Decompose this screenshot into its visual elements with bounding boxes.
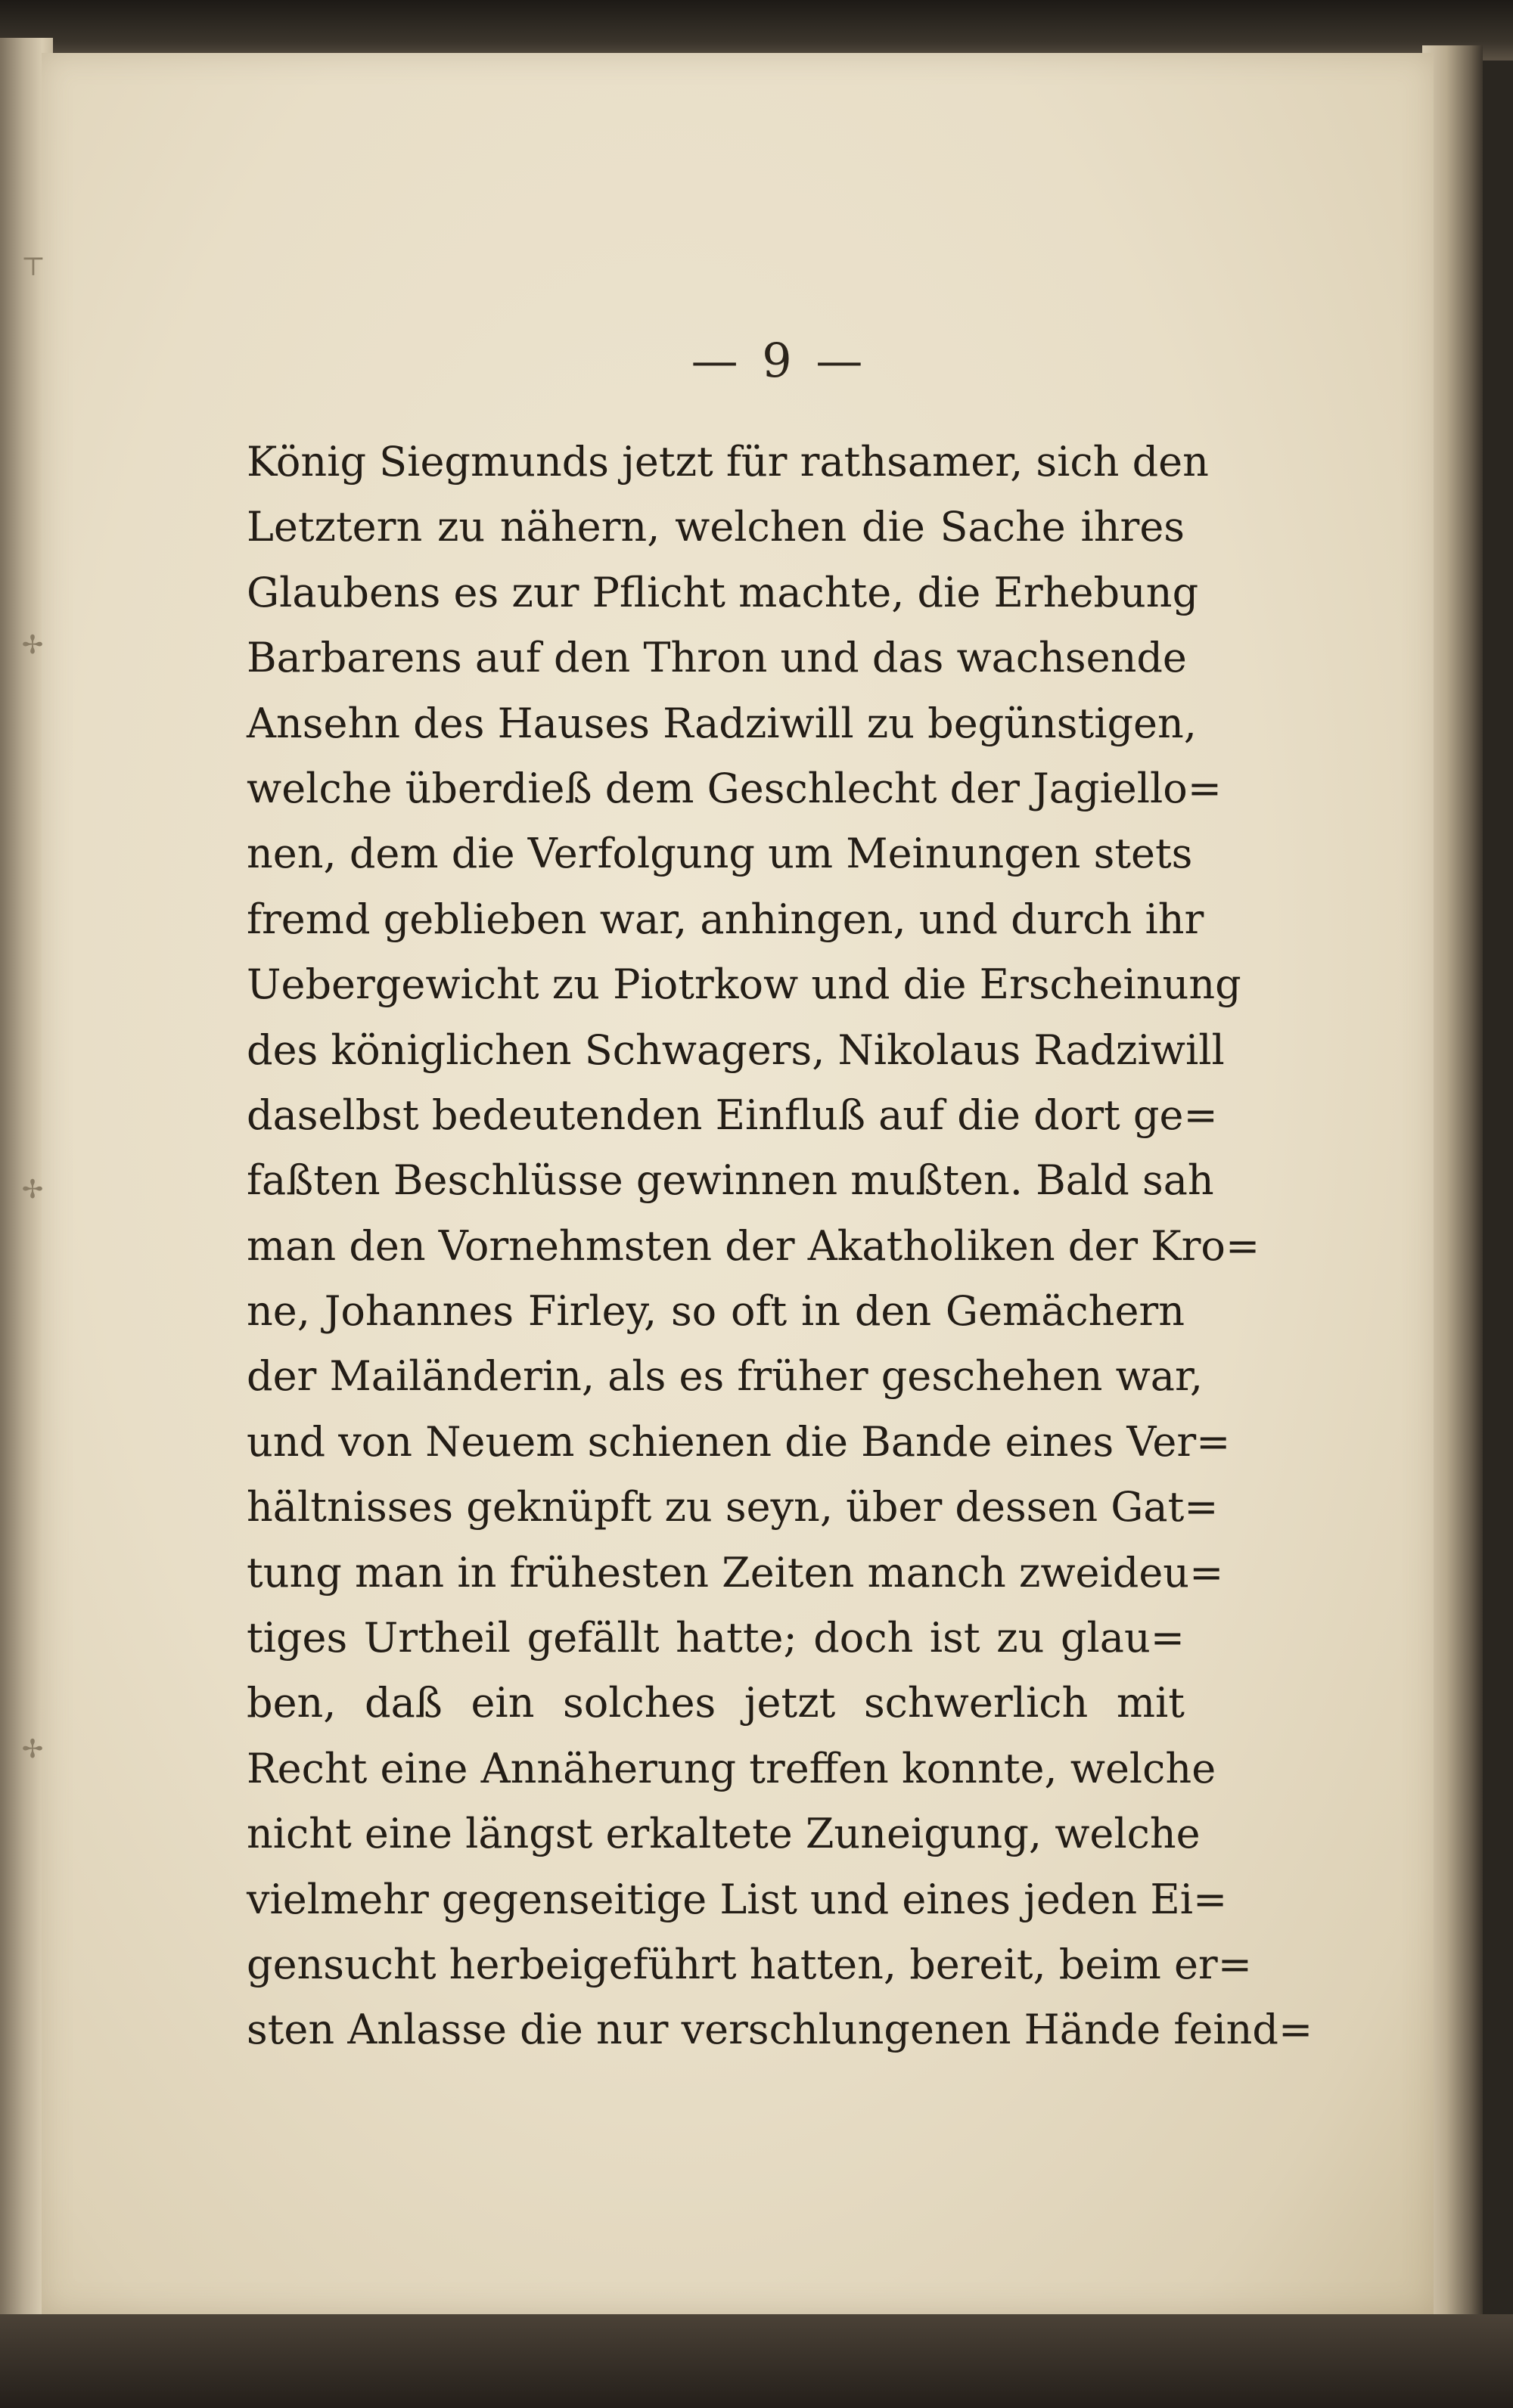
text-line: welche überdieß dem Geschlecht der Jagiello=: [247, 764, 1223, 812]
text-line: nen, dem die Verfolgung um Meinungen stets: [247, 830, 1193, 878]
text-line: man den Vornehmsten der Akatholiken der Kro=: [247, 1221, 1260, 1270]
text-line: gensucht herbeigeführt hatten, bereit, beim er=: [247, 1940, 1252, 1988]
text-line: tiges Urtheil gefällt hatte; doch ist zu glau=: [247, 1614, 1185, 1662]
text-line: ne, Johannes Firley, so oft in den Gemächern: [247, 1287, 1185, 1336]
text-line: fremd geblieben war, anhingen, und durch ihr: [247, 895, 1204, 943]
text-line: Glaubens es zur Pflicht machte, die Erhebung: [247, 568, 1199, 616]
binding-stitch-icon: ✢: [21, 1175, 44, 1205]
text-line: Barbarens auf den Thron und das wachsende: [247, 634, 1187, 682]
page-number-header: — 9 —: [691, 333, 868, 388]
text-line: König Siegmunds jetzt für rathsamer, sich den: [247, 438, 1209, 486]
text-line: hältnisses geknüpft zu seyn, über dessen Gat=: [247, 1483, 1219, 1531]
text-line: faßten Beschlüsse gewinnen mußten. Bald sah: [247, 1156, 1214, 1205]
text-line: Uebergewicht zu Piotrkow und die Erscheinung: [247, 960, 1241, 1009]
text-line: Letztern zu nähern, welchen die Sache ihres: [247, 503, 1185, 551]
text-line: sten Anlasse die nur verschlungenen Hände feind=: [247, 2006, 1313, 2054]
text-line: ben, daß ein solches jetzt schwerlich mit: [247, 1679, 1185, 1727]
binding-stitch-icon: ⊤: [21, 252, 45, 282]
text-line: Recht eine Annäherung treffen konnte, welche: [247, 1744, 1216, 1792]
text-line: nicht eine längst erkaltete Zuneigung, welche: [247, 1810, 1201, 1858]
binding-stitch-icon: ✢: [21, 630, 44, 660]
page-body-text: [247, 430, 1313, 2078]
binding-stitch-icon: ✢: [21, 1734, 44, 1764]
text-line: der Mailänderin, als es früher geschehen war,: [247, 1352, 1204, 1401]
text-line: vielmehr gegenseitige List und eines jeden Ei=: [247, 1875, 1228, 1923]
scan-background-bottom: [0, 2314, 1513, 2408]
text-line: tung man in frühesten Zeiten manch zweideu=: [247, 1548, 1224, 1597]
scan-background-top: [0, 0, 1513, 61]
text-line: daselbst bedeutenden Einfluß auf die dort ge=: [247, 1091, 1218, 1139]
text-line: Ansehn des Hauses Radziwill zu begünstigen,: [247, 699, 1197, 747]
text-line: des königlichen Schwagers, Nikolaus Radziwill: [247, 1026, 1225, 1074]
text-line: und von Neuem schienen die Bande eines Ver=: [247, 1417, 1231, 1466]
